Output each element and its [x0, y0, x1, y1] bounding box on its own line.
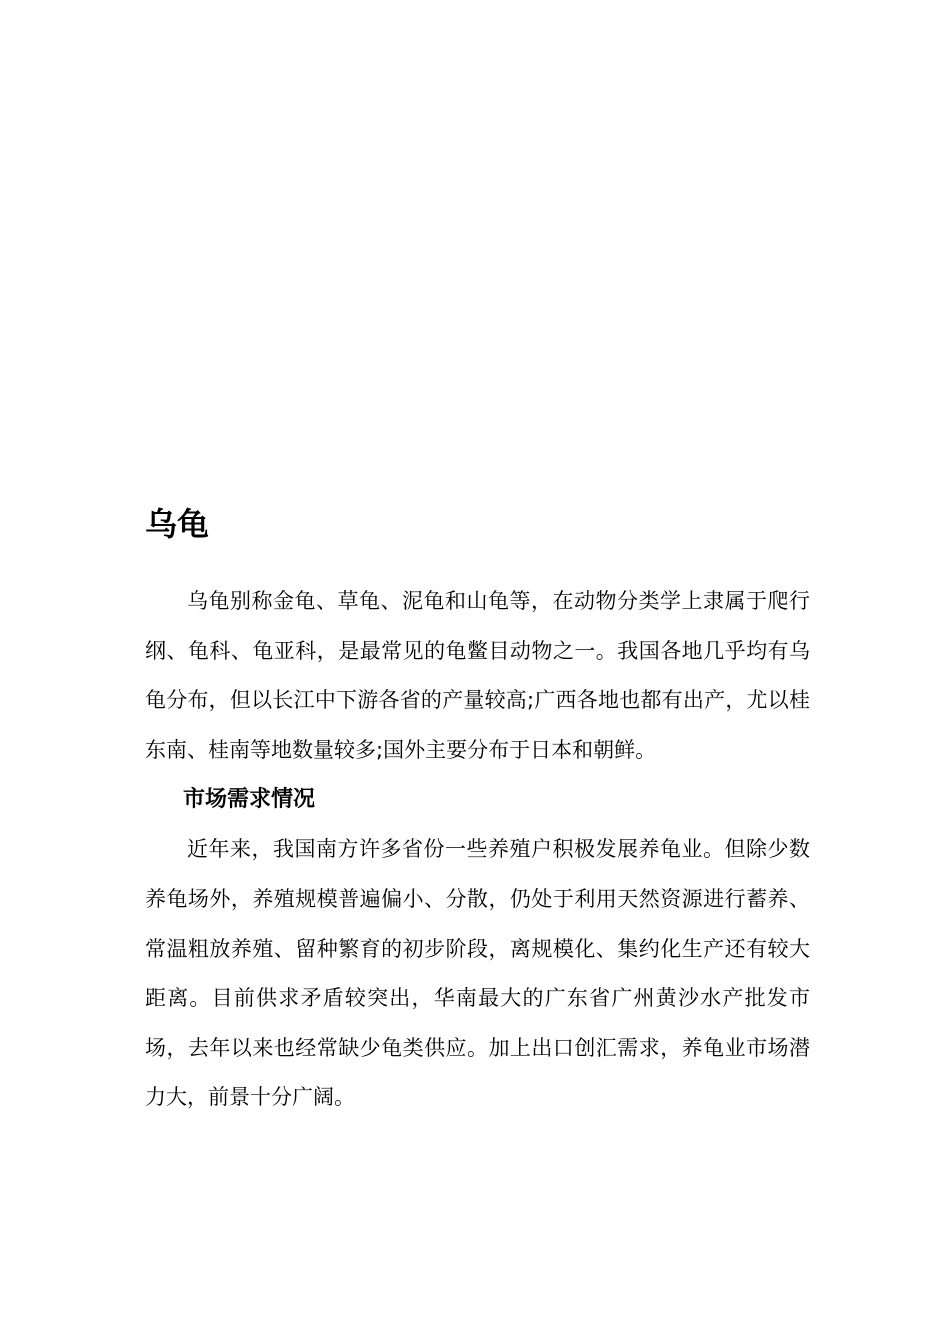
- market-paragraph: 近年来，我国南方许多省份一些养殖户积极发展养龟业。但除少数养龟场外，养殖规模普遍偏小、分散，仍处于利用天然资源进行蓄养、常温粗放养殖、留种繁育的初步阶段，离规模化、集约化生产还有较大距离。目前供求矛盾较突出，华南最大的广东省广州黄沙水产批发市场，去年以来也经常缺少龟类供应。加上出口创汇需求，养龟业市场潜力大，前景十分广阔。: [145, 837, 810, 1110]
- intro-paragraph: 乌龟别称金龟、草龟、泥龟和山龟等，在动物分类学上隶属于爬行纲、龟科、龟亚科，是最常见的龟鳖目动物之一。我国各地几乎均有乌龟分布，但以长江中下游各省的产量较高;广西各地也都有出产，尤以桂东南、桂南等地数量较多;国外主要分布于日本和朝鲜。: [145, 589, 810, 762]
- section-heading: 市场需求情况: [183, 787, 316, 813]
- document-title: 乌龟: [145, 505, 210, 543]
- document-body: [145, 503, 810, 1123]
